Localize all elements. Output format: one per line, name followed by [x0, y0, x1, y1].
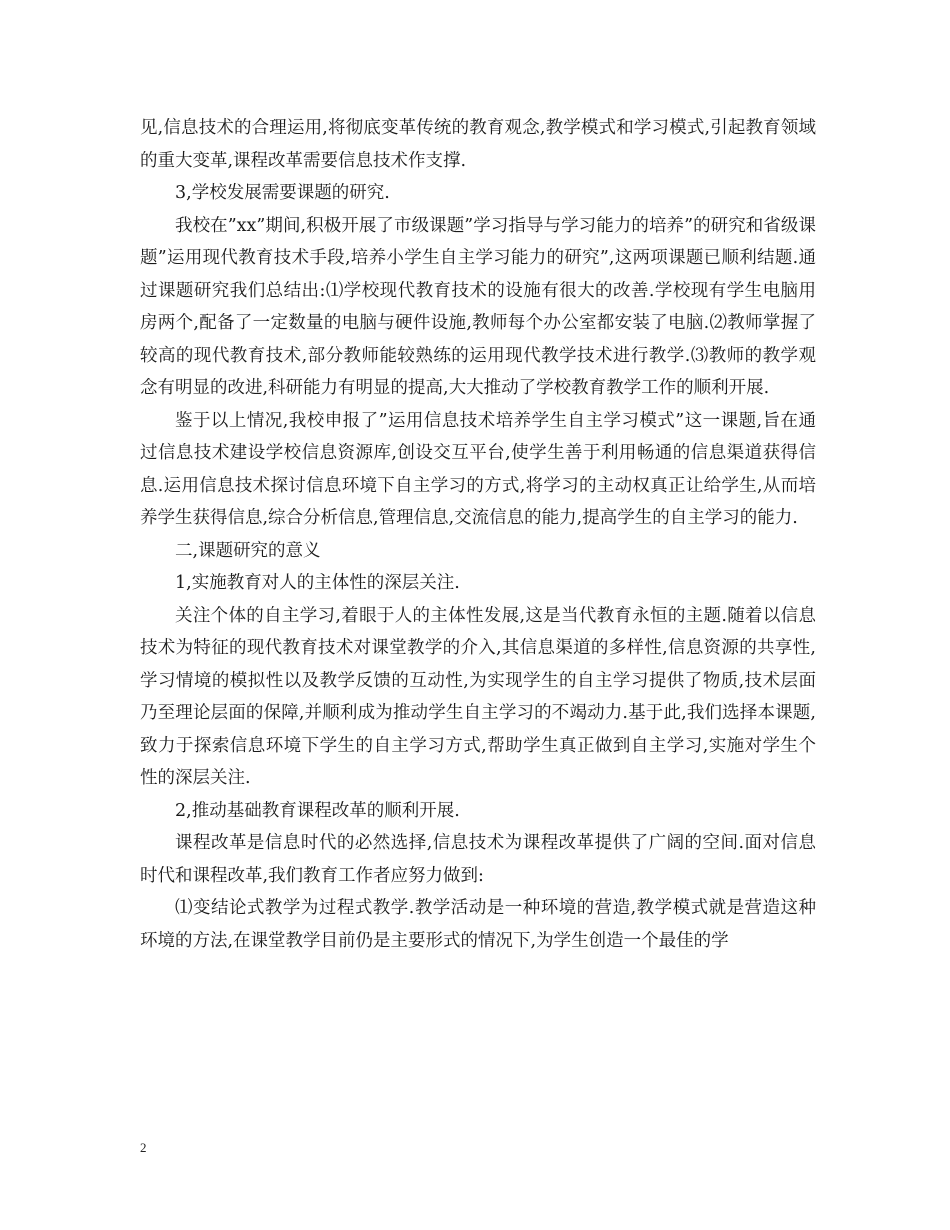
paragraph-application: 鉴于以上情况,我校申报了”运用信息技术培养学生自主学习模式”这一课题,旨在通过信息技术建设学校信息资源库,创设交互平台,使学生善于利用畅通的信息渠道获得信息.运用信息技术探讨信息环境下自主学习的方式,将学习的主动权真正让给学生,从而培养学生获得信息,综合分析信息,管理信息,交流信息的能力,提高学生的自主学习的能力.	[140, 410, 816, 528]
paragraph-heading-1: 1,实施教育对人的主体性的深层关注.	[175, 573, 460, 593]
paragraph-research-summary: 我校在”xx”期间,积极开展了市级课题”学习指导与学习能力的培养”的研究和省级课题”运用现代教育技术手段,培养小学生自主学习能力的研究”,这两项课题已顺利结题.通过课题研究我们总结出:⑴学校现代教育技术的设施有很大的改善.学校现有学生电脑用房两个,配备了一定数量的电脑与硬件设施,教师每个办公室都安装了电脑.⑵教师掌握了较高的现代教育技术,部分教师能较熟练的运用现代教学技术进行教学.⑶教师的教学观念有明显的改进,科研能力有明显的提高,大大推动了学校教育教学工作的顺利开展.	[140, 215, 816, 398]
paragraph-teaching-process: ⑴变结论式教学为过程式教学.教学活动是一种环境的营造,教学模式就是营造这种环境的方法,在课堂教学目前仍是主要形式的情况下,为学生创造一个最佳的学	[140, 898, 816, 951]
paragraph-heading-2: 2,推动基础教育课程改革的顺利开展.	[175, 800, 460, 821]
paragraph-continuation: 见,信息技术的合理运用,将彻底变革传统的教育观念,教学模式和学习模式,引起教育领域的重大变革,课程改革需要信息技术作支撑.	[140, 118, 816, 171]
paragraph-curriculum-reform: 课程改革是信息时代的必然选择,信息技术为课程改革提供了广阔的空间.面对信息时代和课程改革,我们教育工作者应努力做到:	[140, 833, 816, 886]
paragraph-subjectivity: 关注个体的自主学习,着眼于人的主体性发展,这是当代教育永恒的主题.随着以信息技术为特征的现代教育技术对课堂教学的介入,其信息渠道的多样性,信息资源的共享性,学习情境的模拟性以及教学反馈的互动性,为实现学生的自主学习提供了物质,技术层面乃至理论层面的保障,并顺利成为推动学生自主学习的不竭动力.基于此,我们选择本课题,致力于探索信息环境下学生的自主学习方式,帮助学生真正做到自主学习,实施对学生个性的深层关注.	[140, 605, 816, 788]
paragraph-heading-3: 3,学校发展需要课题的研究.	[175, 183, 390, 203]
page-number: 2	[140, 1140, 147, 1155]
document-body	[140, 112, 816, 957]
section-heading-significance: 二,课题研究的意义	[175, 540, 321, 561]
